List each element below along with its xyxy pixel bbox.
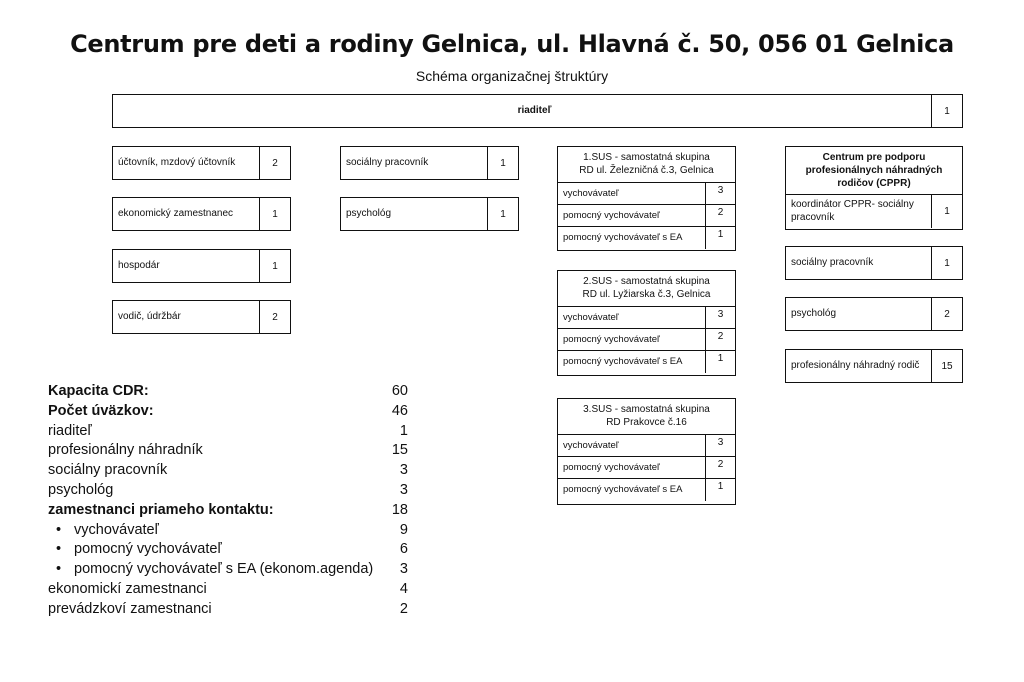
group-row: [558, 307, 735, 329]
group-row: [558, 227, 735, 249]
group-row: [558, 351, 735, 373]
col2-box-0: [340, 146, 519, 180]
summary-row: [48, 501, 410, 521]
summary-value: 3: [399, 462, 408, 479]
summary-label: Kapacita CDR:: [48, 383, 149, 399]
summary-value: 9: [399, 521, 408, 538]
summary-value: 60: [391, 383, 408, 399]
summary-row: [48, 580, 410, 600]
cppr-item-box-2: [785, 349, 963, 383]
group-row-count: 1: [705, 351, 735, 373]
group-row-label: pomocný vychovávateľ: [563, 461, 660, 473]
cppr-item-label: psychológ: [791, 307, 837, 319]
col1-count: 2: [259, 147, 290, 179]
group-box-2: [557, 270, 736, 376]
col1-box-3: [112, 300, 291, 334]
summary-value: 6: [399, 541, 408, 558]
group-row-label: pomocný vychovávateľ s EA: [563, 356, 683, 368]
group-row: [558, 457, 735, 479]
summary-row: [48, 521, 410, 541]
summary-value: 46: [391, 402, 408, 419]
summary-value: 2: [399, 600, 408, 617]
col1-count: 1: [259, 250, 290, 282]
cppr-coordinator-count: 1: [931, 195, 962, 228]
summary-row: [48, 441, 410, 461]
summary-label: ekonomickí zamestnanci: [48, 580, 207, 597]
page-subtitle: Schéma organizačnej štruktúry: [415, 68, 609, 84]
group-row-count: 1: [705, 479, 735, 501]
col2-label: sociálny pracovník: [346, 156, 429, 168]
group-header: [558, 147, 735, 183]
group-box-3: [557, 398, 736, 505]
summary-row: [48, 560, 410, 580]
group-row-label: pomocný vychovávateľ s EA: [563, 232, 683, 244]
group-row-label: vychovávateľ: [563, 439, 619, 451]
group-row: [558, 329, 735, 351]
cppr-box: [785, 146, 963, 230]
group-name-line2: RD Prakovce č.16: [606, 416, 687, 428]
group-row: [558, 435, 735, 457]
group-row-count: 2: [705, 205, 735, 226]
cppr-item-label: profesionálny náhradný rodič: [791, 359, 920, 371]
summary-row: [48, 422, 410, 442]
col1-label: účtovník, mzdový účtovník: [118, 156, 236, 168]
group-row-label: vychovávateľ: [563, 311, 619, 323]
cppr-item-count: 2: [931, 298, 962, 330]
summary-label: • pomocný vychovávateľ s EA (ekonom.agenda): [48, 560, 373, 580]
summary-row: [48, 600, 410, 620]
col1-label: hospodár: [118, 259, 160, 271]
group-header: [558, 271, 735, 307]
group-row-count: 2: [705, 329, 735, 350]
group-row: [558, 205, 735, 227]
summary-label: • pomocný vychovávateľ: [48, 540, 222, 560]
group-header: [558, 399, 735, 435]
col2-label: psychológ: [346, 207, 392, 219]
group-row: [558, 479, 735, 501]
summary-label: profesionálny náhradník: [48, 442, 203, 459]
col2-box-1: [340, 197, 519, 231]
group-name-line1: 2.SUS - samostatná skupina: [583, 276, 710, 287]
col1-box-2: [112, 249, 291, 283]
cppr-head-line2: profesionálnych náhradných: [805, 165, 943, 176]
director-box: [112, 94, 963, 128]
group-row-count: 3: [705, 435, 735, 456]
page-title: Centrum pre deti a rodiny Gelnica, ul. Hlavná č. 50, 056 01 Gelnica: [70, 30, 954, 58]
group-name-line2: RD ul. Železničná č.3, Gelnica: [579, 164, 714, 176]
summary-row: [48, 382, 410, 402]
summary-label: psychológ: [48, 481, 114, 498]
summary-value: 3: [399, 561, 408, 578]
col1-label: ekonomický zamestnanec: [118, 207, 234, 219]
col1-box-1: [112, 197, 291, 231]
group-row-label: pomocný vychovávateľ: [563, 333, 660, 345]
summary-value: 15: [391, 442, 408, 459]
summary-value: 4: [399, 580, 408, 597]
director-label: riaditeľ: [517, 104, 552, 116]
summary-value: 3: [399, 481, 408, 498]
group-name-line1: 1.SUS - samostatná skupina: [583, 152, 710, 163]
col1-count: 2: [259, 301, 290, 333]
director-count: 1: [931, 95, 962, 127]
group-row-label: pomocný vychovávateľ s EA: [563, 484, 683, 496]
group-row-count: 3: [705, 183, 735, 204]
col1-count: 1: [259, 198, 290, 230]
summary-label: zamestnanci priameho kontaktu:: [48, 501, 274, 518]
cppr-head-line3: rodičov (CPPR): [837, 178, 911, 189]
cppr-item-box-0: [785, 246, 963, 280]
summary-row: [48, 540, 410, 560]
col2-count: 1: [487, 198, 518, 230]
summary-value: 1: [399, 422, 408, 439]
summary-row: [48, 481, 410, 501]
cppr-item-box-1: [785, 297, 963, 331]
col1-label: vodič, údržbár: [118, 310, 181, 322]
group-box-1: [557, 146, 736, 251]
col1-box-0: [112, 146, 291, 180]
col2-count: 1: [487, 147, 518, 179]
summary-label: Počet úväzkov:: [48, 402, 154, 419]
summary-value: 18: [391, 501, 408, 518]
summary-label: sociálny pracovník: [48, 462, 168, 479]
group-row-label: vychovávateľ: [563, 187, 619, 199]
cppr-header: [786, 147, 962, 195]
cppr-head-line1: Centrum pre podporu: [822, 152, 926, 163]
summary-label: prevádzkoví zamestnanci: [48, 600, 212, 617]
summary-row: [48, 461, 410, 481]
group-name-line2: RD ul. Lyžiarska č.3, Gelnica: [582, 288, 711, 300]
cppr-item-count: 1: [931, 247, 962, 279]
cppr-item-count: 15: [931, 350, 962, 382]
summary-label: riaditeľ: [48, 422, 92, 439]
cppr-coordinator-label: koordinátor CPPR- sociálny pracovník: [791, 199, 914, 223]
summary-list: [48, 382, 410, 620]
group-row-count: 2: [705, 457, 735, 478]
group-row-count: 3: [705, 307, 735, 328]
summary-label: • vychovávateľ: [48, 521, 159, 541]
group-row-label: pomocný vychovávateľ: [563, 209, 660, 221]
group-row-count: 1: [705, 227, 735, 249]
cppr-item-label: sociálny pracovník: [791, 256, 874, 268]
group-name-line1: 3.SUS - samostatná skupina: [583, 404, 710, 415]
summary-row: [48, 402, 410, 422]
group-row: [558, 183, 735, 205]
